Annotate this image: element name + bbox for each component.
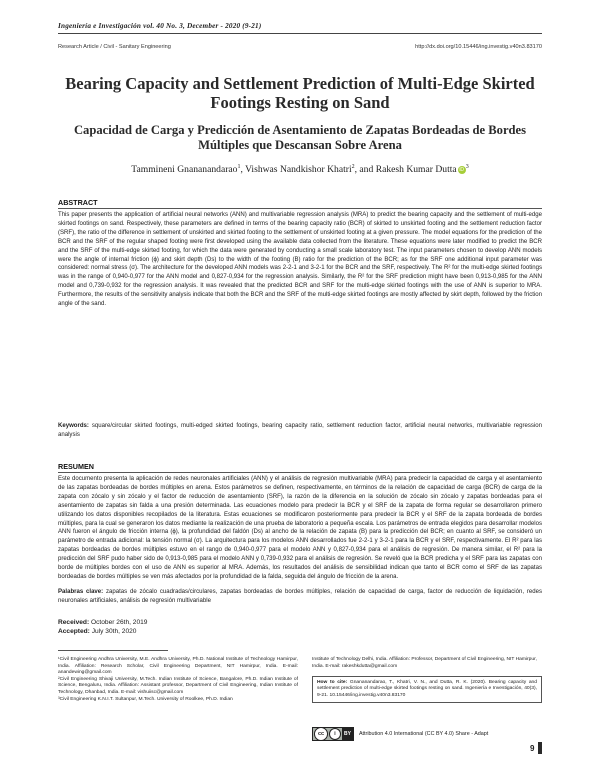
resumen-text: Este documento presenta la aplicación de redes neuronales artificiales (ANN) y el análisis de regresión multivariable (MRA) para predecir la capacidad de carga y el asentamiento de las zapatas bordeadas de bordes múltiples en arena. Estos parámetros se definen, respectivamente, en términos de la relación de capacidad de carga (BCR) de carga de la zapata con zócalo y sin zócalo y el factor de reducción de asentamiento (SRF), la razón de la diferencia en la solución de zócalo sin zócalo y zapatas bordeadas para el asentamiento de zapatas sin falda a una presión determinada. Las ecuaciones modelo para predecir la BCR y el SRF de la zapata de forma regular se desarrollaron primero utilizando los datos disponibles recopilados de la literatura. Estas ecuaciones se modificaron posteriormente para predecir la BCR y el SRF de la zapata bordeada de bordes múltiples, para la cual se generaron los datos mediante la realización de una prueba de laboratorio a pequeña escala. Los parámetros de entrada elegidos para desarrollar modelos ANN fueron el ángulo de fricción interna (ϕ), la profundidad del faldón (Ds) al ancho de la relación de zapata (B) para la predicción del BCR; en cuanto al SRF, se consideró un parámetro de entrada adicional: la tensión normal (σ). La arquitectura para los modelos ANN desarrollados fue 2-2-1 y 3-2-1 para la BCR y el SRF, respectivamente. El R² para las zapatas bordeadas de bordes múltiples estuvo en el rango de 0,940-0,977 para el modelo ANN y 0,827-0,934 para el análisis de regresión. De manera similar, el R² para la predicción del SRF pudo haber sido de 0,913-0,985 para el modelo ANN y 0,739-0,932 para el análisis de regresión. Se reveló que la BCR predicha y el SRF para las zapatas con borde de múltiples bordes con el uso de ANN es superior al MRA. Además, los resultados del análisis de sensibilidad indican que tanto el BCR como el SRF de las zapatas bordeadas de bordes múltiples se ven más afectados por la profundidad de la falda, seguida del ángulo de fricción de la arena. bbox=[58, 476, 542, 580]
palabras-clave-list: zapatas de zócalo cuadradas/circulares, zapatas bordeadas de bordes múltiples, relación de capacidad de carga, factor de reducción de liquidación, redes neuronales artificiales, análisis de regresión multivariable bbox=[58, 589, 542, 604]
received-date: Received: October 26th, 2019 bbox=[58, 619, 148, 626]
footnotes-right-column bbox=[312, 657, 542, 670]
abstract-keywords bbox=[58, 422, 542, 440]
footnotes-left-column bbox=[58, 657, 298, 703]
how-to-cite-box bbox=[312, 676, 542, 703]
abstract-text: This paper presents the application of artificial neural networks (ANN) and multivariable regression analysis (MRA) to predict the bearing capacity and the settlement of multi-edge skirted footings on sand. Respectively, these parameters are defined in terms of the bearing capacity ratio (BCR) of skirted to unskirted footing and the settlement reduction factor (SRF), the ratio of the difference in settlement of unskirted and skirted footing to the settlement of unskirted footing at a given pressure. The model equations for the prediction of the BCR and the SRF of the regular shaped footing were first developed using the available data collected from the literature. These equations were later modified to predict the BCR and the SRF of the multi-edge skirted footing, for which the data were generated by conducting a small scale laboratory test. The input parameters chosen to develop ANN models were the angle of internal friction (ϕ) and skirt depth (Ds) to the width of the footing (B) ratio for the prediction of the BCR; as for the SRF one additional input parameter was considered: normal stress (σ). The architecture for the developed ANN models was 2-2-1 and 3-2-1 for the BCR and the SRF, respectively. The R² for the multi-edge skirted footings was in the range of 0,940-0,977 for the ANN model and 0,827-0,934 for the regression analysis. Similarly, the R² for the SRF prediction might have been 0,913-0,985 for the ANN model and 0,739-0,932 for the regression analysis. It was revealed that the predicted BCR and SRF for the multi-edge skirted footings with the use of ANN is superior to MRA. Furthermore, the results of the sensitivity analysis indicate that both the BCR and the SRF of the multi-edge skirted footings are mostly affected by skirt depth, followed by the friction angle of the sand. bbox=[58, 212, 542, 308]
resumen-heading: RESUMEN bbox=[58, 462, 94, 471]
author-1-affiliation: 1 bbox=[237, 164, 241, 170]
resumen-keywords bbox=[58, 588, 542, 606]
license-row bbox=[312, 727, 542, 741]
article-meta-row bbox=[58, 44, 542, 50]
cc-by-badge-icon[interactable] bbox=[312, 727, 354, 741]
accepted-date: Accepted: July 30th, 2020 bbox=[58, 628, 137, 636]
page-number: 9 bbox=[530, 744, 535, 753]
resumen-divider bbox=[58, 472, 542, 473]
author-conjunction: , and bbox=[354, 164, 376, 176]
author-list bbox=[50, 164, 550, 175]
title-english: Bearing Capacity and Settlement Prediction of Multi-Edge Skirted Footings Resting on Sand bbox=[65, 74, 535, 112]
title-spanish: Capacidad de Carga y Predicción de Asentamiento de Zapatas Bordeadas de Bordes Múltiples que Descansan Sobre Arena bbox=[73, 123, 527, 152]
author-separator: , bbox=[240, 164, 246, 176]
footnote-2: ²Civil Engineering Shivaji University, M.Tech. Indian Institute of Science, Bangalore, Ph.D. Indian Institute of Science, Bengaluru, India. Affiliation: Assistant professor, Department of Civil Engineering, Indian Institute of Technology, Dhanbad, India. E-mail: vishuiisc@gmail.com bbox=[58, 676, 298, 695]
license-text: Attribution 4.0 International (CC BY 4.0) Share - Adapt bbox=[358, 731, 489, 737]
page-number-bar bbox=[538, 742, 542, 754]
how-to-cite-label: How to cite: bbox=[317, 680, 348, 685]
article-type: Research Article / Civil - Sanitary Engineering bbox=[58, 44, 171, 50]
doi-link[interactable]: http://dx.doi.org/10.15446/ing.investig.v40n3.83170 bbox=[415, 44, 542, 50]
palabras-clave-label: Palabras clave: bbox=[58, 589, 104, 595]
how-to-cite-text: Gnananandarao, T., Khatri, V. N., and Dutta, R. K. (2020). Bearing capacity and settlement prediction of multi-edge skirted footings resting on sand. Ingeniería e Investigación, 40(3), 9-21. 10.15446/ing.investig.v40n3.83170 bbox=[317, 680, 537, 698]
author-1: Tammineni Gnananandarao bbox=[131, 164, 238, 176]
footnote-3-continued: Institute of Technology Delhi, India. Affiliation: Professor, Department of Civil Engineering, NIT Hamirpur, India. E-mail: rakeshkdutta@gmail.com bbox=[312, 657, 537, 669]
author-2-affiliation: 2 bbox=[351, 164, 355, 170]
running-head: Ingeniería e Investigación vol. 40 No. 3, December - 2020 (9-21) bbox=[58, 22, 542, 34]
attribution-icon: i bbox=[329, 728, 341, 740]
author-3-affiliation: 3 bbox=[465, 164, 469, 170]
cc-icon: cc bbox=[314, 727, 328, 741]
abstract-divider bbox=[58, 208, 542, 209]
author-2: Vishwas Nandkishor Khatri bbox=[245, 164, 352, 176]
footnote-3: ³Civil Engineering K.N.I.T. Sultanpur, M.Tech. University of Roolkee, Ph.D. Indian bbox=[58, 696, 233, 702]
author-3: Rakesh Kumar Dutta bbox=[375, 164, 457, 176]
footnote-1: ¹Civil Engineering Andhra University, M.E. Andhra University, Ph.D. National Institute of Technology Hamirpur, India. Affiliation: Research Scholar, Civil Engineering Department, NIT Hamirpur, India. E-mail: anandewing@gmail.com bbox=[58, 657, 298, 676]
footnote-divider bbox=[58, 650, 168, 651]
by-label: BY bbox=[342, 728, 353, 740]
orcid-icon[interactable]: iD bbox=[459, 166, 465, 173]
keywords-label: Keywords: bbox=[58, 423, 89, 429]
keywords-list: square/circular skirted footings, multi-edged skirted footings, bearing capacity ratio, settlement reduction factor, artificial neural networks, multivariable regression analysis bbox=[58, 423, 542, 438]
article-dates bbox=[58, 618, 147, 637]
abstract-heading: ABSTRACT bbox=[58, 198, 98, 207]
